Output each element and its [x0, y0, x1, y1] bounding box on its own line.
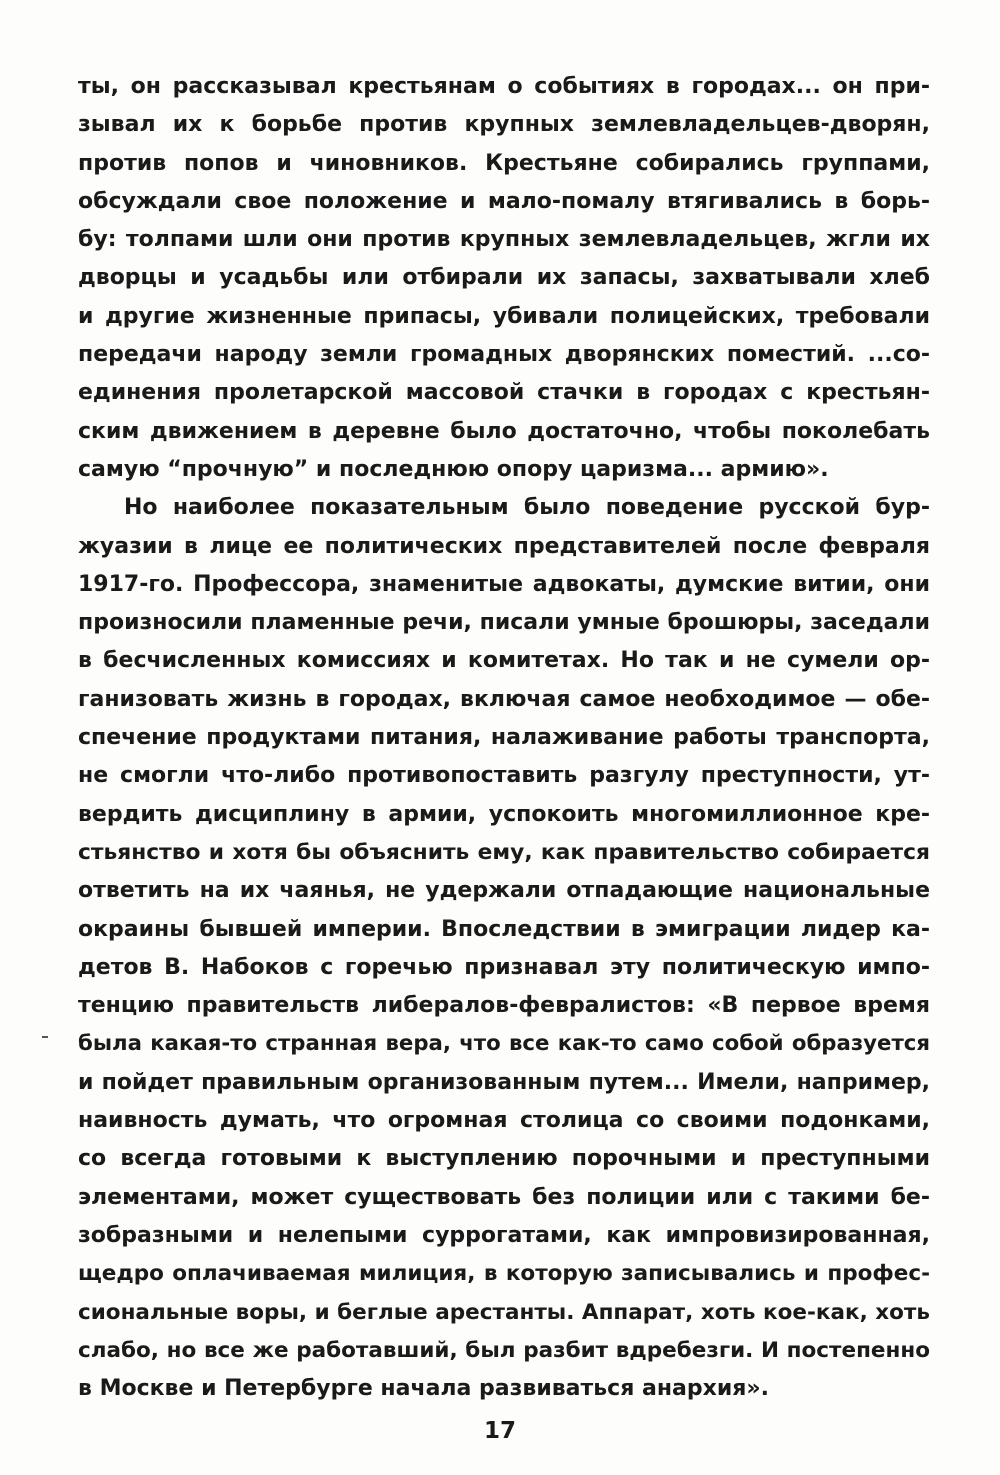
text-line: обсуждали свое положение и мало-помалу втягивались в борь- — [78, 188, 930, 214]
text-line: вердить дисциплину в армии, успокоить многомиллионное кре- — [78, 801, 930, 827]
text-line: слабо, но все же работавший, был разбит вдребезги. И постепенно — [78, 1337, 930, 1363]
text-line: ты, он рассказывал крестьянам о событиях в городах... он при- — [78, 74, 930, 99]
text-line: 1917-го. Профессора, знаменитые адвокаты, думские витии, они — [78, 571, 930, 597]
text-line: ответить на их чаянья, не удержали отпадающие национальные — [78, 878, 930, 904]
text-line: Но наиболее показательным было поведение русской бур- — [124, 495, 930, 521]
text-line: жуазии в лице ее политических представителей после февраля — [78, 533, 930, 559]
paragraph-1 — [78, 68, 930, 489]
text-line: детов В. Набоков с горечью признавал эту политическую импо- — [78, 954, 930, 980]
text-line: щедро оплачиваемая милиция, в которую записывались и профес- — [78, 1261, 930, 1287]
text-line: элементами, может существовать без полиции или с такими бе- — [78, 1184, 930, 1210]
text-line: самую “прочную” и последнюю опору царизма... армию». — [78, 456, 829, 482]
text-line: тенцию правительств либералов-февралистов: «В первое время — [78, 993, 930, 1019]
text-line: окраины бывшей империи. Впоследствии в эмиграции лидер ка- — [78, 916, 930, 942]
text-line: спечение продуктами питания, налаживание работы транспорта, — [78, 725, 930, 751]
text-line: в Москве и Петербурге начала развиваться анархия». — [78, 1376, 769, 1402]
text-line: ским движением в деревне было достаточно, чтобы поколебать — [78, 418, 930, 444]
paragraph-2 — [78, 489, 930, 1408]
text-line: наивность думать, что огромная столица со своими подонками, — [78, 1108, 930, 1134]
stray-print-mark — [42, 1036, 48, 1038]
text-line: сиональные воры, и беглые арестанты. Аппарат, хоть кое-как, хоть — [78, 1299, 930, 1325]
text-line: бу: толпами шли они против крупных землевладельцев, жгли их — [78, 227, 930, 253]
text-line: со всегда готовыми к выступлению порочными и преступными — [78, 1146, 930, 1172]
text-line: единения пролетарской массовой стачки в городах с крестьян- — [78, 380, 930, 406]
text-line: и другие жизненные припасы, убивали полицейских, требовали — [78, 303, 930, 329]
text-line: зобразными и нелепыми суррогатами, как импровизированная, — [78, 1222, 930, 1248]
text-line: зывал их к борьбе против крупных землевладельцев-дворян, — [78, 112, 930, 138]
text-line: была какая-то странная вера, что все как-то само собой образуется — [78, 1031, 930, 1057]
text-line: передачи народу земли громадных дворянских поместий. ...со- — [78, 342, 930, 368]
page-number: 17 — [483, 1418, 516, 1444]
text-line: и пойдет правильным организованным путем... Имели, например, — [78, 1069, 930, 1095]
body-text — [78, 68, 930, 1408]
text-line: стьянство и хотя бы объяснить ему, как правительство собирается — [78, 839, 930, 865]
text-line: не смогли что-либо противопоставить разгулу преступности, ут- — [78, 763, 930, 789]
text-line: в бесчисленных комиссиях и комитетах. Но так и не сумели ор- — [78, 648, 930, 674]
text-line: произносили пламенные речи, писали умные брошюры, заседали — [78, 610, 930, 636]
text-line: против попов и чиновников. Крестьяне собирались группами, — [78, 150, 930, 176]
text-line: дворцы и усадьбы или отбирали их запасы, захватывали хлеб — [78, 265, 930, 291]
text-line: ганизовать жизнь в городах, включая самое необходимое — обе- — [78, 686, 930, 712]
